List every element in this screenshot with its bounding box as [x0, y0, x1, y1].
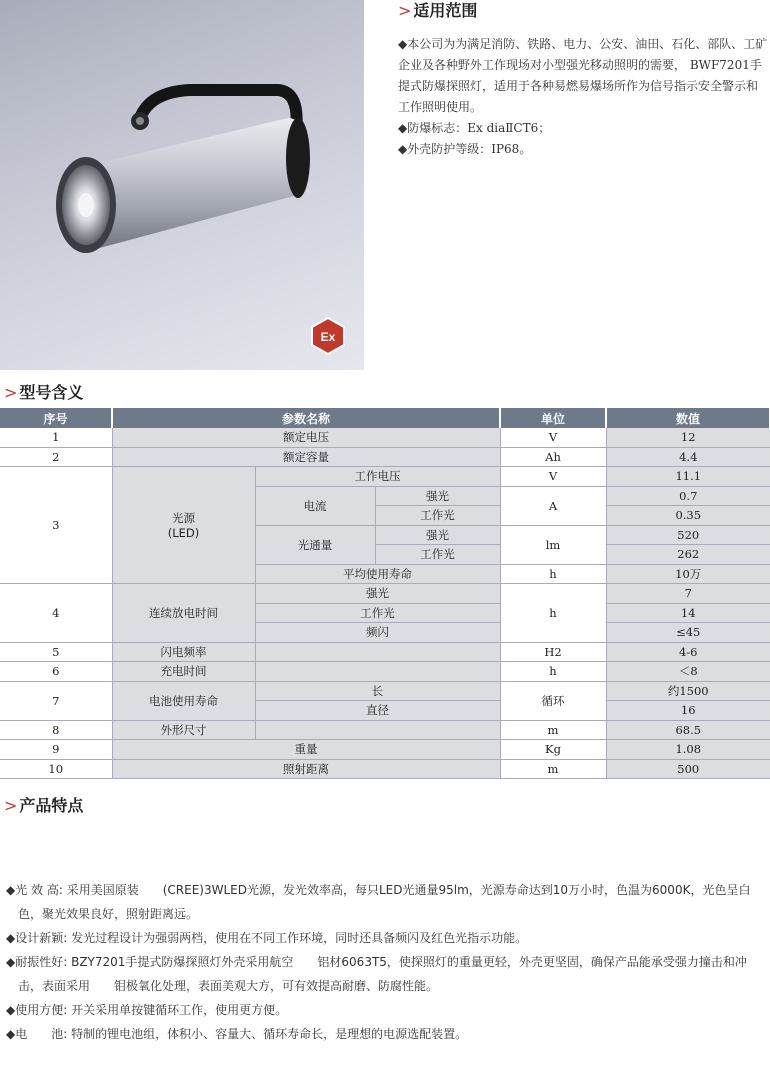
cell-name-line: (LED): [167, 526, 200, 540]
cell-value: 7: [606, 584, 770, 604]
cell-mode: 频闪: [255, 623, 500, 643]
cell-unit: h: [500, 584, 606, 643]
cell-mode: 直径: [255, 701, 500, 721]
chevron-right-icon: >: [398, 1, 412, 20]
table-row: [0, 759, 770, 779]
cell-no: 6: [0, 662, 112, 682]
cell-unit: lm: [500, 525, 606, 564]
cell-value: 520: [606, 525, 770, 545]
flashlight-illustration: [0, 0, 364, 370]
cell-unit: V: [500, 428, 606, 447]
header-unit: 单位: [500, 408, 606, 428]
product-photo: [0, 0, 364, 370]
feature-item: ◆使用方便: 开关采用单按键循环工作，使用更方便。: [6, 1003, 288, 1017]
cell-subname: 光通量: [255, 525, 375, 564]
cell-subname: 工作电压: [255, 467, 500, 487]
table-row: [0, 447, 770, 467]
cell-value: 262: [606, 545, 770, 565]
table-row: [0, 584, 770, 604]
cell-name-light-source: [112, 467, 255, 584]
table-header-row: [0, 408, 770, 428]
cell-value: 4-6: [606, 642, 770, 662]
cell-value: 68.5: [606, 720, 770, 740]
scope-section-title: [398, 0, 477, 21]
cell-value: 0.7: [606, 486, 770, 506]
cell-name: 照射距离: [112, 759, 500, 779]
cell-value: 12: [606, 428, 770, 447]
features-title-text: 产品特点: [19, 796, 84, 815]
cell-subname: 平均使用寿命: [255, 564, 500, 584]
cell-subname: 电流: [255, 486, 375, 525]
cell-value: ＜8: [606, 662, 770, 682]
table-row: [0, 642, 770, 662]
cell-empty: [255, 662, 500, 682]
cell-value: 4.4: [606, 447, 770, 467]
feature-item: ◆设计新颖: 发光过程设计为强弱两档，使用在不同工作环境，同时还具备频闪及红色光指示功能。: [6, 931, 528, 945]
cell-mode: 工作光: [255, 603, 500, 623]
cell-no: 1: [0, 428, 112, 447]
cell-value: 11.1: [606, 467, 770, 487]
features-list: [6, 878, 766, 1046]
table-row: [0, 681, 770, 701]
cell-unit: m: [500, 720, 606, 740]
feature-item: ◆光 效 高: 采用美国原装 (CREE)3WLED光源，发光效率高，每只LED光通量95lm，光源寿命达到10万小时，色温为6000K，光色呈白色，聚光效果良好，照射距离远。: [6, 883, 751, 921]
cell-unit: h: [500, 564, 606, 584]
cell-unit: H2: [500, 642, 606, 662]
scope-paragraph: ◆防爆标志：Ex diaⅡCT6；: [398, 121, 551, 135]
cell-name: 闪电频率: [112, 642, 255, 662]
cell-no: 7: [0, 681, 112, 720]
cell-empty: [255, 720, 500, 740]
cell-name: 额定电压: [112, 428, 500, 447]
cell-unit: A: [500, 486, 606, 525]
scope-body: [398, 34, 768, 160]
cell-value: 0.35: [606, 506, 770, 526]
table-row: [0, 720, 770, 740]
cell-name: 重量: [112, 740, 500, 760]
cell-unit: Ah: [500, 447, 606, 467]
cell-value: 16: [606, 701, 770, 721]
cell-no: 2: [0, 447, 112, 467]
cell-no: 5: [0, 642, 112, 662]
spec-table: [0, 408, 770, 779]
scope-paragraph: ◆外壳防护等级：IP68。: [398, 142, 532, 156]
cell-value: 1.08: [606, 740, 770, 760]
header-param: 参数名称: [112, 408, 500, 428]
cell-no: 3: [0, 467, 112, 584]
scope-paragraph: ◆本公司为为满足消防、铁路、电力、公安、油田、石化、部队、工矿企业及各种野外工作现场对小型强光移动照明的需要， BWF7201手提式防爆探照灯，适用于各种易燃易爆场所作为信号指示安全警示和工作照明使用。: [398, 37, 768, 114]
feature-item: ◆电 池: 特制的锂电池组，体积小、容量大、循环寿命长，是理想的电源选配装置。: [6, 1027, 468, 1041]
cell-value: 500: [606, 759, 770, 779]
cell-value: ≤45: [606, 623, 770, 643]
cell-mode: 工作光: [375, 545, 500, 565]
cell-unit: m: [500, 759, 606, 779]
cell-empty: [255, 642, 500, 662]
cell-name: 外形尺寸: [112, 720, 255, 740]
model-title-text: 型号含义: [19, 383, 84, 402]
cell-unit: Kg: [500, 740, 606, 760]
chevron-right-icon: >: [4, 383, 18, 402]
cell-mode: 强光: [255, 584, 500, 604]
feature-item: ◆耐振性好: BZY7201手提式防爆探照灯外壳采用航空 铝材6063T5，使探照灯的重量更轻，外壳更坚固，确保产品能承受强力撞击和冲击，表面采用 钼极氧化处理，表面美观大方，可有效提高耐磨、防腐性能。: [6, 955, 747, 993]
cell-name: 电池使用寿命: [112, 681, 255, 720]
table-row: [0, 428, 770, 447]
table-row: [0, 467, 770, 487]
ex-badge-text: Ex: [320, 330, 336, 344]
cell-mode: 长: [255, 681, 500, 701]
cell-mode: 强光: [375, 525, 500, 545]
cell-unit: V: [500, 467, 606, 487]
features-section-title: [4, 793, 83, 816]
table-row: [0, 740, 770, 760]
cell-mode: 强光: [375, 486, 500, 506]
cell-no: 9: [0, 740, 112, 760]
model-section-title: [4, 380, 83, 403]
cell-name-line: 光源: [172, 511, 195, 525]
cell-name: 额定容量: [112, 447, 500, 467]
chevron-right-icon: >: [4, 796, 18, 815]
cell-name: 连续放电时间: [112, 584, 255, 643]
cell-no: 8: [0, 720, 112, 740]
cell-value: 14: [606, 603, 770, 623]
header-value: 数值: [606, 408, 770, 428]
cell-unit: 循环: [500, 681, 606, 720]
cell-value: 约1500: [606, 681, 770, 701]
cell-unit: h: [500, 662, 606, 682]
header-no: 序号: [0, 408, 112, 428]
cell-no: 4: [0, 584, 112, 643]
cell-no: 10: [0, 759, 112, 779]
cell-name: 充电时间: [112, 662, 255, 682]
scope-title-text: 适用范围: [413, 1, 478, 20]
table-row: [0, 662, 770, 682]
cell-value: 10万: [606, 564, 770, 584]
cell-mode: 工作光: [375, 506, 500, 526]
